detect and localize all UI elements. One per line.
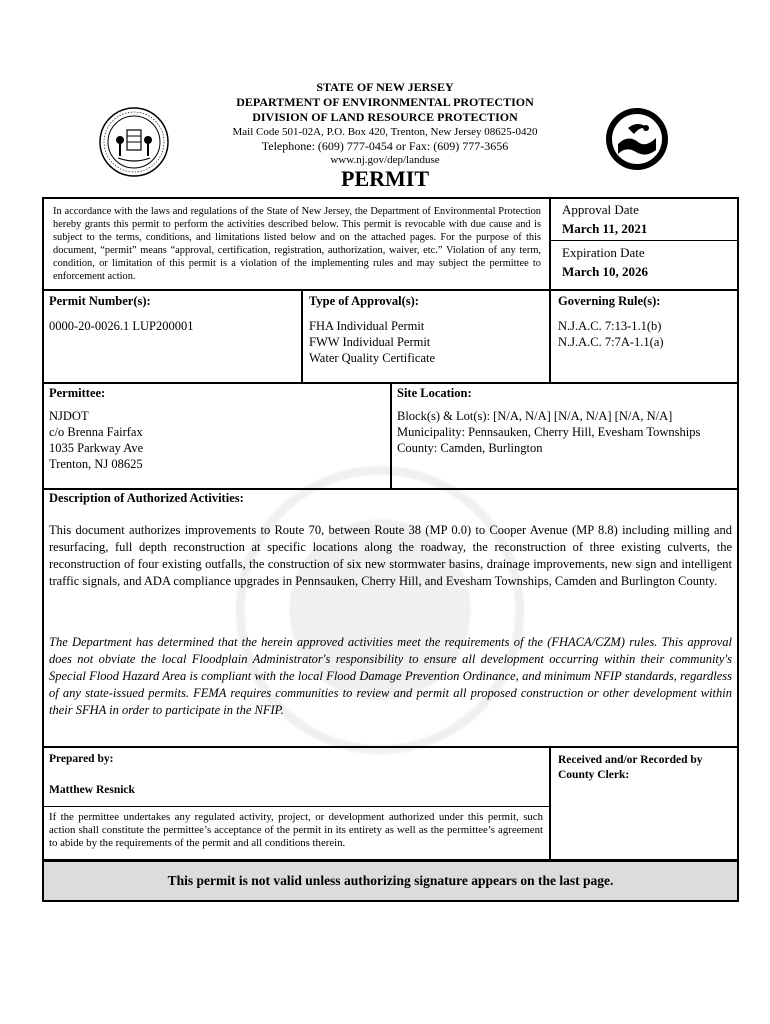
site-municipality: Municipality: Pennsauken, Cherry Hill, Evesham Townships xyxy=(397,425,701,439)
preparer-name: Matthew Resnick xyxy=(49,784,135,796)
phone-fax: Telephone: (609) 777-0454 or Fax: (609) 777-3656 xyxy=(261,139,509,153)
approval-date-block xyxy=(562,202,732,237)
description-label: Description of Authorized Activities: xyxy=(49,491,244,505)
permittee-street: 1035 Parkway Ave xyxy=(49,441,144,455)
permittee-contact: c/o Brenna Fairfax xyxy=(49,425,143,439)
site-county: County: Camden, Burlington xyxy=(397,441,543,455)
intro-text: In accordance with the laws and regulations of the State of New Jersey, the Department of Environmental Protection hereby grants this permit to perform the activities described below. This permit is revocable with due cause and is subject to the terms, conditions, and limitations listed below and on the attached pages. For the purpose of this document, “permit” means “approval, certification, registration, authorization, waiver, etc.” Violation of any term, condition, or limitation of this permit is a violation of the implementing rules and may subject the permittee to enforcement action. xyxy=(53,206,541,282)
signature-notice: This permit is not valid unless authorizing signature appears on the last page. xyxy=(42,860,739,902)
site-blocks-lots: Block(s) & Lot(s): [N/A, N/A] [N/A, N/A] [N/A, N/A] xyxy=(397,409,673,423)
approval-type-label: Type of Approval(s): xyxy=(309,294,419,308)
state-name: STATE OF NEW JERSEY xyxy=(316,80,454,94)
approval-type-list xyxy=(309,318,435,366)
governing-rule-label: Governing Rule(s): xyxy=(558,294,661,308)
acceptance-text: If the permittee undertakes any regulated activity, project, or development authorized under this permit, such action shall constitute the permittee’s acceptance of the permit in its entirety as well as the permittee’s agreement to abide by the requirements of the permit and all conditions therein. xyxy=(49,811,543,849)
page-title: PERMIT xyxy=(341,166,429,191)
prepared-by-label: Prepared by: xyxy=(49,753,114,765)
website: www.nj.gov/dep/landuse xyxy=(330,154,440,166)
flood-requirements-note: The Department has determined that the herein approved activities meet the requirements of the (FHACA/CZM) rules. This approval does not obviate the local Floodplain Administrator's responsibility to ensure all development occurring within their community's Special Flood Hazard Area is compliant with the local Flood Damage Prevention Ordinance, and minimum NFIP standards, regardless of any state-issued permits. FEMA requires communities to review and permit all proposed construction or other development within their SFHA in order to participate in the NFIP. xyxy=(49,635,732,717)
site-location-label: Site Location: xyxy=(397,386,472,400)
department-name: DEPARTMENT OF ENVIRONMENTAL PROTECTION xyxy=(236,95,534,109)
dep-logo-icon xyxy=(604,106,670,172)
letterhead xyxy=(180,80,590,167)
permittee-city: Trenton, NJ 08625 xyxy=(49,457,143,471)
permit-number-label: Permit Number(s): xyxy=(49,294,151,308)
expiration-date-label: Expiration Date xyxy=(562,245,645,260)
approval-type-item: FHA Individual Permit xyxy=(309,319,425,333)
site-location-details xyxy=(397,408,729,456)
permittee-label: Permittee: xyxy=(49,386,106,400)
description-body: This document authorizes improvements to Route 70, between Route 38 (MP 0.0) to Cooper Avenue (MP 8.8) including milling and resurfacing, full depth reconstruction at specific locations along the roadway, the reconstruction of three existing culverts, the reconstruction of four existing outfalls, the construction of six new stormwater basins, drainage improvements, new sign and intelligent traffic signals, and ADA compliance upgrades in Pennsauken, Cherry Hill, and Evesham Townships, Camden and Burlington County. xyxy=(49,523,732,588)
permittee-name: NJDOT xyxy=(49,409,89,423)
mail-address: Mail Code 501-02A, P.O. Box 420, Trenton, New Jersey 08625-0420 xyxy=(232,126,538,138)
division-name: DIVISION OF LAND RESOURCE PROTECTION xyxy=(252,110,518,124)
governing-rule-list xyxy=(558,318,664,350)
governing-rule-item: N.J.A.C. 7:7A-1.1(a) xyxy=(558,335,664,349)
approval-type-item: FWW Individual Permit xyxy=(309,335,431,349)
approval-date-label: Approval Date xyxy=(562,202,639,217)
governing-rule-item: N.J.A.C. 7:13-1.1(b) xyxy=(558,319,662,333)
permittee-address xyxy=(49,408,143,472)
county-clerk-label: Received and/or Recorded by County Clerk: xyxy=(558,754,703,781)
expiration-date-block xyxy=(562,245,732,280)
approval-date-value: March 11, 2021 xyxy=(562,221,648,236)
permit-number-value: 0000-20-0026.1 LUP200001 xyxy=(49,319,194,333)
expiration-date-value: March 10, 2026 xyxy=(562,264,649,279)
approval-type-item: Water Quality Certificate xyxy=(309,351,436,365)
